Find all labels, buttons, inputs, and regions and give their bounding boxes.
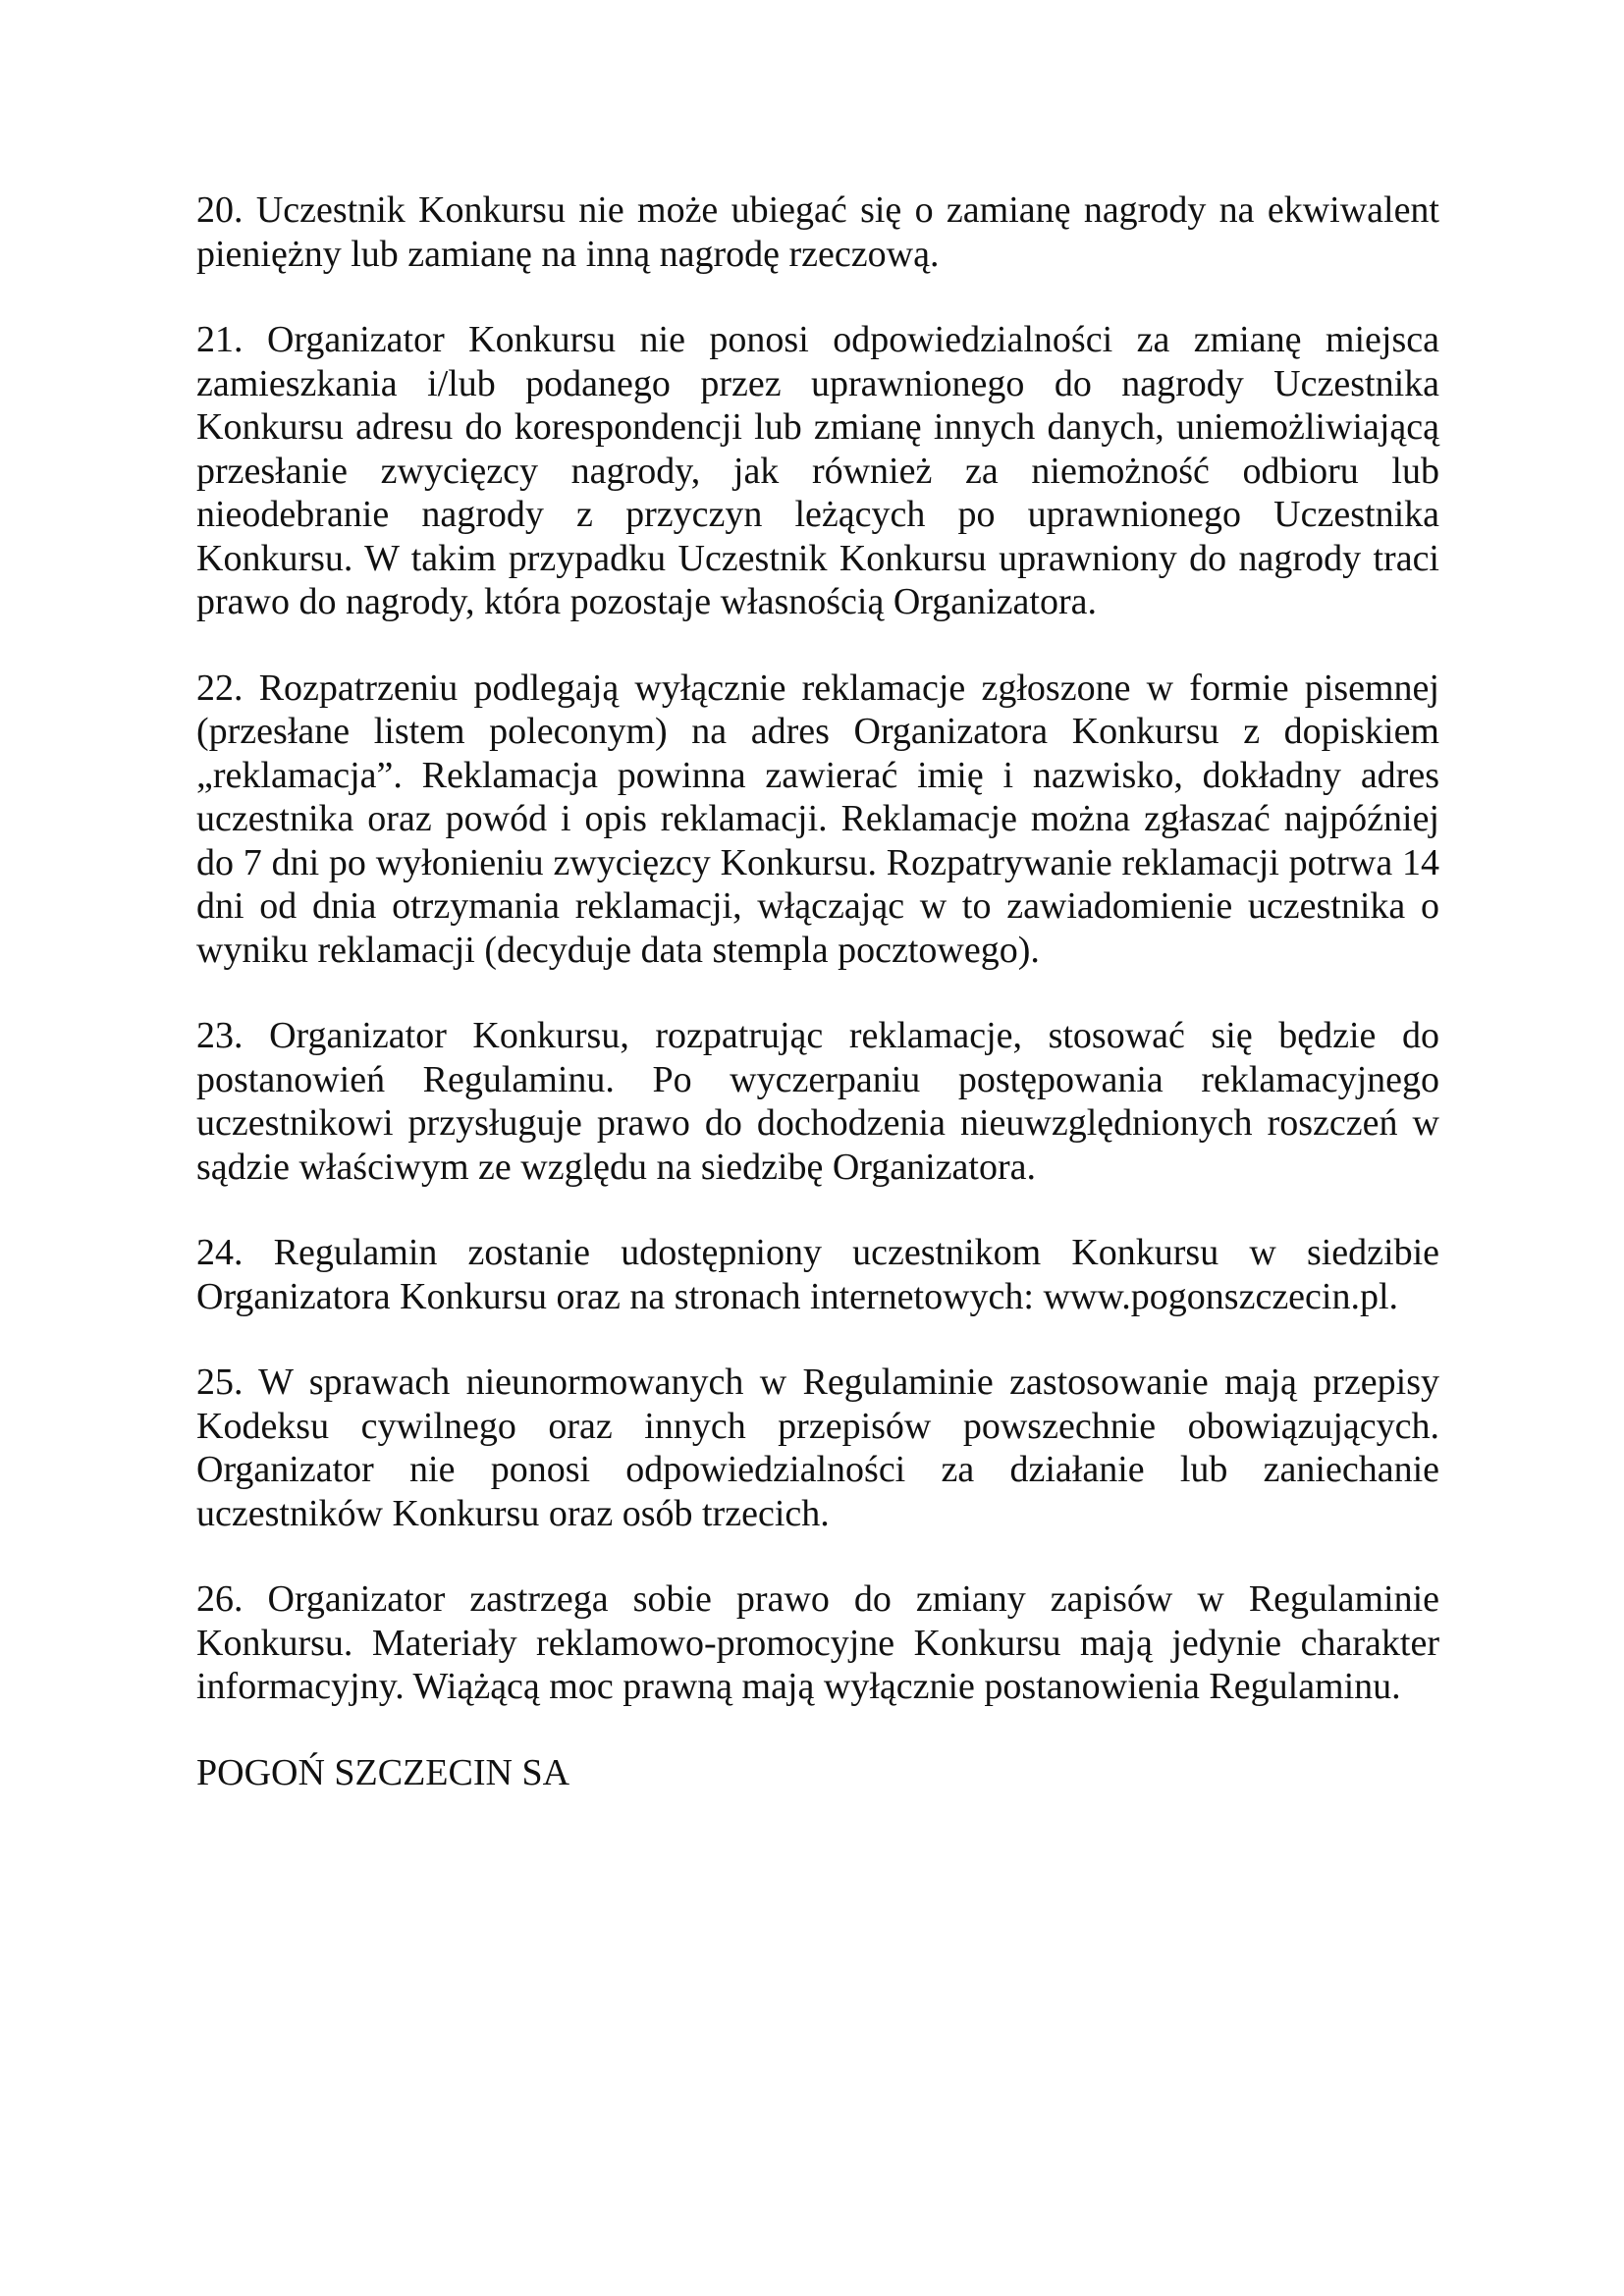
document-page [196, 188, 1439, 1794]
paragraph-21: 21. Organizator Konkursu nie ponosi odpowiedzialności za zmianę miejsca zamieszkania i/lub podanego przez uprawnionego do nagrody Uczestnika Konkursu adresu do korespondencji lub zmianę innych danych, uniemożliwiającą przesłanie zwycięzcy nagrody, jak również za niemożność odbioru lub nieodebranie nagrody z przyczyn leżących po uprawnionego Uczestnika Konkursu. W takim przypadku Uczestnik Konkursu uprawniony do nagrody traci prawo do nagrody, która pozostaje własnością Organizatora. [196, 319, 1439, 622]
paragraph-22: 22. Rozpatrzeniu podlegają wyłącznie reklamacje zgłoszone w formie pisemnej (przesłane listem poleconym) na adres Organizatora Konkursu z dopiskiem „reklamacja”. Reklamacja powinna zawierać imię i nazwisko, dokładny adres uczestnika oraz powód i opis reklamacji. Reklamacje można zgłaszać najpóźniej do 7 dni po wyłonieniu zwycięzcy Konkursu. Rozpatrywanie reklamacji potrwa 14 dni od dnia otrzymania reklamacji, włączając w to zawiadomienie uczestnika o wyniku reklamacji (decyduje data stempla pocztowego). [196, 667, 1439, 971]
paragraph-25: 25. W sprawach nieunormowanych w Regulaminie zastosowanie mają przepisy Kodeksu cywilnego oraz innych przepisów powszechnie obowiązujących. Organizator nie ponosi odpowiedzialności za działanie lub zaniechanie uczestników Konkursu oraz osób trzecich. [196, 1362, 1439, 1534]
paragraph-26: 26. Organizator zastrzega sobie prawo do zmiany zapisów w Regulaminie Konkursu. Materiały reklamowo-promocyjne Konkursu mają jedynie charakter informacyjny. Wiążącą moc prawną mają wyłącznie postanowienia Regulaminu. [196, 1578, 1439, 1707]
paragraph-24: 24. Regulamin zostanie udostępniony uczestnikom Konkursu w siedzibie Organizatora Konkursu oraz na stronach internetowych: www.pogonszczecin.pl. [196, 1232, 1439, 1317]
paragraph-20: 20. Uczestnik Konkursu nie może ubiegać się o zamianę nagrody na ekwiwalent pieniężny lub zamianę na inną nagrodę rzeczową. [196, 189, 1439, 275]
paragraph-23: 23. Organizator Konkursu, rozpatrując reklamacje, stosować się będzie do postanowień Regulaminu. Po wyczerpaniu postępowania reklamacyjnego uczestnikowi przysługuje prawo do dochodzenia nieuwzględnionych roszczeń w sądzie właściwym ze względu na siedzibę Organizatora. [196, 1015, 1439, 1188]
signature: POGOŃ SZCZECIN SA [196, 1751, 570, 1793]
